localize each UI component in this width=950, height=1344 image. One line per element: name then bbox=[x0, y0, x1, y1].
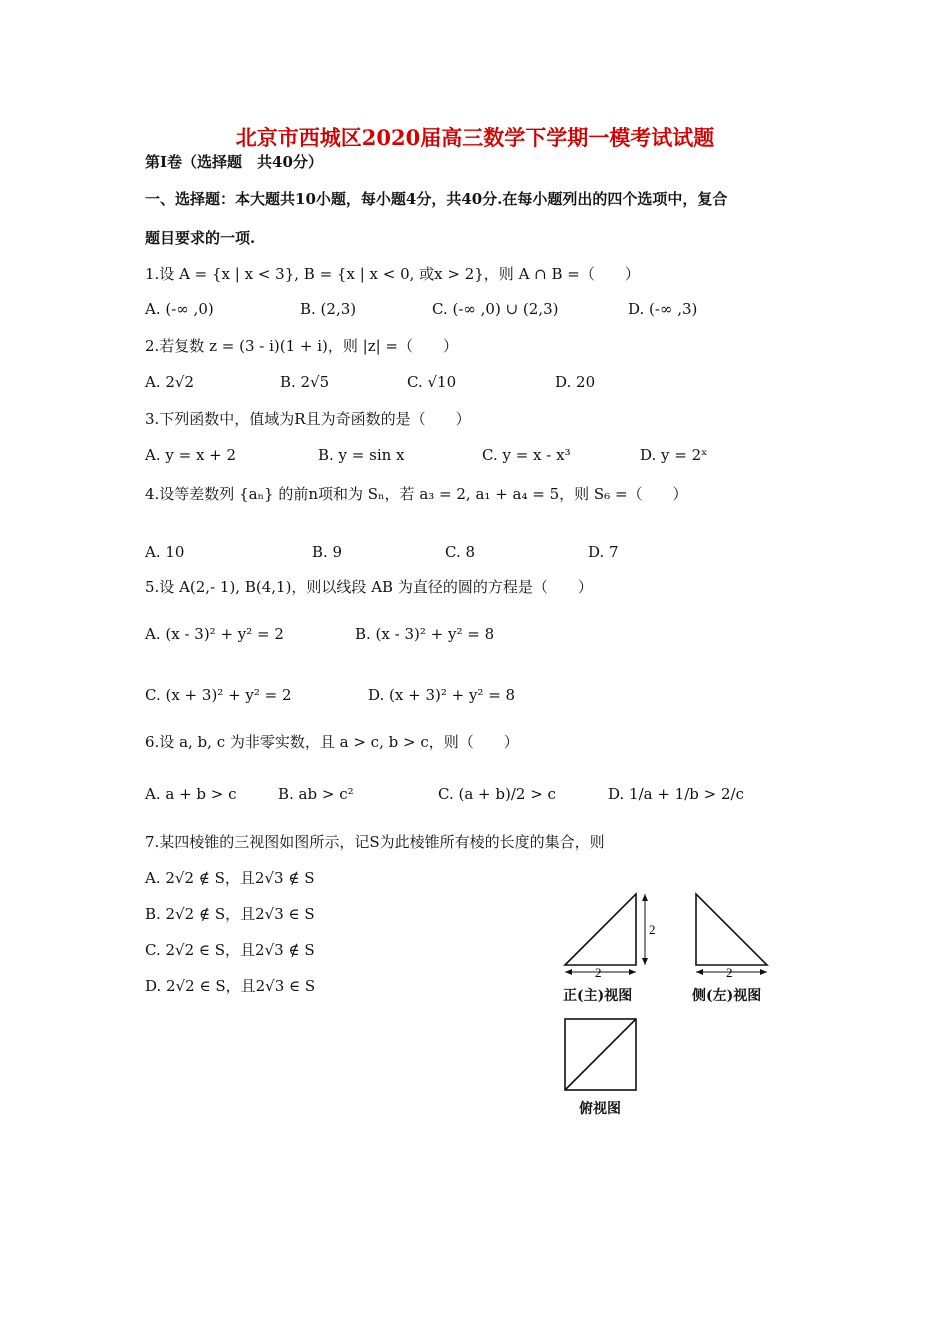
side-view-drawing bbox=[696, 894, 767, 975]
question-6-option-c: C. (a + b)/2 > c bbox=[438, 785, 556, 803]
three-view-figure bbox=[555, 888, 785, 1128]
question-5-option-b: B. (x - 3)² + y² = 8 bbox=[355, 625, 495, 643]
question-1-option-a: A. (-∞ ,0) bbox=[145, 300, 214, 318]
question-1-option-d: D. (-∞ ,3) bbox=[628, 300, 698, 318]
question-4-option-d: D. 7 bbox=[588, 543, 619, 561]
side-view-caption: 侧(左)视图 bbox=[692, 988, 762, 1004]
front-view-caption: 正(主)视图 bbox=[563, 988, 633, 1004]
front-view-drawing bbox=[565, 894, 648, 975]
question-4-option-b: B. 9 bbox=[312, 543, 343, 561]
question-7-stem: 7.某四棱锥的三视图如图所示，记S为此棱锥所有棱的长度的集合，则 bbox=[145, 833, 605, 851]
question-5-option-c: C. (x + 3)² + y² = 2 bbox=[145, 686, 292, 704]
question-3-option-b: B. y = sin x bbox=[318, 446, 405, 464]
question-6-option-b: B. ab > c² bbox=[278, 785, 354, 803]
question-4-option-a: A. 10 bbox=[145, 543, 185, 561]
question-1-option-b: B. (2,3) bbox=[300, 300, 357, 318]
question-7-option-d: D. 2√2 ∈ S，且2√3 ∈ S bbox=[145, 977, 316, 995]
question-4-option-c: C. 8 bbox=[445, 543, 476, 561]
question-7-option-c: C. 2√2 ∈ S，且2√3 ∉ S bbox=[145, 941, 315, 959]
question-2-option-d: D. 20 bbox=[555, 373, 596, 391]
question-5-stem: 5.设 A(2,- 1), B(4,1)，则以线段 AB 为直径的圆的方程是（ ） bbox=[145, 578, 593, 596]
question-2-stem: 2.若复数 z = (3 - i)(1 + i)，则 |z| =（ ） bbox=[145, 337, 459, 355]
question-2-option-b: B. 2√5 bbox=[280, 373, 330, 391]
instructions-line-1: 一、选择题：本大题共10小题，每小题4分，共40分.在每小题列出的四个选项中，复合 bbox=[145, 190, 728, 208]
top-view-caption: 俯视图 bbox=[579, 1101, 621, 1117]
front-view-height-dim: 2 bbox=[649, 922, 656, 937]
question-3-stem: 3.下列函数中，值域为R且为奇函数的是（ ） bbox=[145, 410, 471, 428]
question-6-option-a: A. a + b > c bbox=[145, 785, 237, 803]
question-3-option-a: A. y = x + 2 bbox=[145, 446, 237, 464]
section-heading: 第Ⅰ卷（选择题 共40分） bbox=[145, 153, 323, 171]
question-7-option-b: B. 2√2 ∉ S，且2√3 ∈ S bbox=[145, 905, 315, 923]
top-view-drawing bbox=[565, 1019, 636, 1090]
question-7-option-a: A. 2√2 ∉ S，且2√3 ∉ S bbox=[145, 869, 315, 887]
question-1-stem: 1.设 A = {x | x < 3}, B = {x | x < 0, 或x > 2}，则 A ∩ B =（ ） bbox=[145, 265, 640, 283]
question-3-option-c: C. y = x - x³ bbox=[482, 446, 571, 464]
question-6-stem: 6.设 a, b, c 为非零实数，且 a > c, b > c，则（ ） bbox=[145, 733, 519, 751]
page-title: 北京市西城区2020届高三数学下学期一模考试试题 bbox=[235, 125, 715, 150]
question-3-option-d: D. y = 2ˣ bbox=[640, 446, 708, 464]
instructions-line-2: 题目要求的一项. bbox=[145, 229, 256, 247]
side-view-width-dim: 2 bbox=[726, 965, 733, 980]
question-5-option-a: A. (x - 3)² + y² = 2 bbox=[145, 625, 284, 643]
question-2-option-c: C. √10 bbox=[407, 373, 457, 391]
question-1-option-c: C. (-∞ ,0) ∪ (2,3) bbox=[432, 300, 559, 318]
question-2-option-a: A. 2√2 bbox=[145, 373, 195, 391]
question-6-option-d: D. 1/a + 1/b > 2/c bbox=[608, 785, 744, 803]
front-view-width-dim: 2 bbox=[595, 965, 602, 980]
question-5-option-d: D. (x + 3)² + y² = 8 bbox=[368, 686, 516, 704]
question-4-stem: 4.设等差数列 {aₙ} 的前n项和为 Sₙ，若 a₃ = 2, a₁ + a₄ = 5，则 S₆ =（ ） bbox=[145, 485, 688, 503]
